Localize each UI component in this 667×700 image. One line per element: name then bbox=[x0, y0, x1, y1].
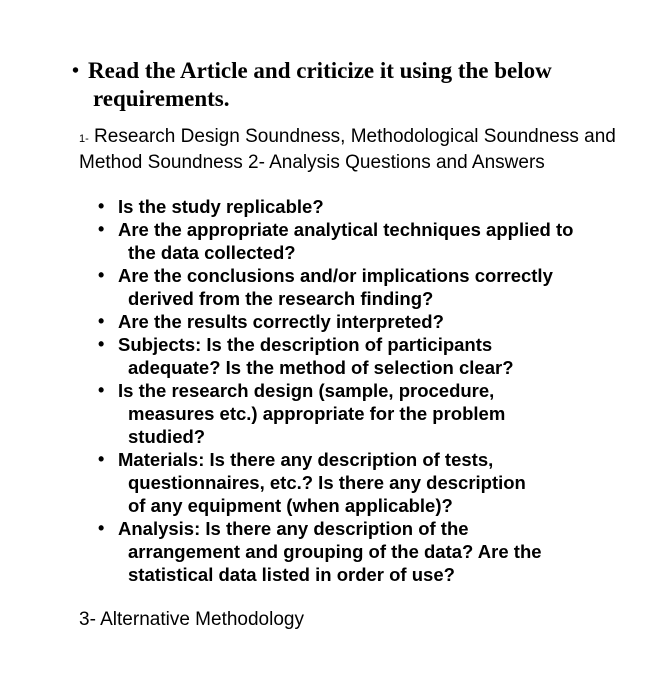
intro-text: Research Design Soundness, Methodological Soundness and Method Soundness 2- Analysis Questions and Answers bbox=[79, 126, 616, 173]
question-bullet: • bbox=[98, 219, 105, 239]
question-line: of any equipment (when applicable)? bbox=[128, 495, 453, 516]
heading-bullet: • bbox=[72, 60, 80, 82]
question-bullet: • bbox=[98, 334, 105, 354]
question-line: Is the study replicable? bbox=[118, 196, 324, 217]
question-line: studied? bbox=[128, 426, 206, 447]
question-line: arrangement and grouping of the data? Are the bbox=[128, 541, 542, 562]
instruction-heading bbox=[72, 57, 632, 113]
question-bullet: • bbox=[98, 380, 105, 400]
question-line: Are the results correctly interpreted? bbox=[118, 311, 444, 332]
requirement-intro bbox=[79, 125, 639, 174]
question-line: adequate? Is the method of selection clear? bbox=[128, 357, 514, 378]
heading-line-1: Read the Article and criticize it using the below bbox=[88, 58, 552, 83]
question-item bbox=[98, 310, 638, 333]
question-item bbox=[98, 517, 638, 586]
question-line: questionnaires, etc.? Is there any description bbox=[128, 472, 526, 493]
question-bullet: • bbox=[98, 265, 105, 285]
question-text bbox=[118, 379, 638, 448]
question-text bbox=[118, 195, 638, 218]
question-line: Is the research design (sample, procedure, bbox=[118, 380, 495, 401]
question-line: Are the conclusions and/or implications correctly bbox=[118, 265, 553, 286]
question-text bbox=[118, 310, 638, 333]
question-text bbox=[118, 218, 638, 264]
heading-line-2: requirements. bbox=[93, 86, 230, 111]
question-line: the data collected? bbox=[128, 242, 296, 263]
question-item bbox=[98, 379, 638, 448]
question-item bbox=[98, 448, 638, 517]
question-item bbox=[98, 218, 638, 264]
question-line: Analysis: Is there any description of the bbox=[118, 518, 469, 539]
question-line: statistical data listed in order of use? bbox=[128, 564, 455, 585]
intro-number: 1- bbox=[79, 133, 89, 145]
question-line: derived from the research finding? bbox=[128, 288, 434, 309]
question-text bbox=[118, 448, 638, 517]
question-line: Are the appropriate analytical techniques applied to bbox=[118, 219, 574, 240]
question-line: measures etc.) appropriate for the problem bbox=[128, 403, 506, 424]
question-item bbox=[98, 264, 638, 310]
question-line: Subjects: Is the description of participants bbox=[118, 334, 493, 355]
question-bullet: • bbox=[98, 449, 105, 469]
question-text bbox=[118, 264, 638, 310]
question-bullet: • bbox=[98, 311, 105, 331]
question-item bbox=[98, 195, 638, 218]
question-bullet: • bbox=[98, 196, 105, 216]
alternative-methodology: 3- Alternative Methodology bbox=[79, 609, 304, 630]
question-line: Materials: Is there any description of tests, bbox=[118, 449, 494, 470]
question-text bbox=[118, 517, 638, 586]
question-item bbox=[98, 333, 638, 379]
question-bullet: • bbox=[98, 518, 105, 538]
question-text bbox=[118, 333, 638, 379]
question-list bbox=[98, 195, 638, 586]
